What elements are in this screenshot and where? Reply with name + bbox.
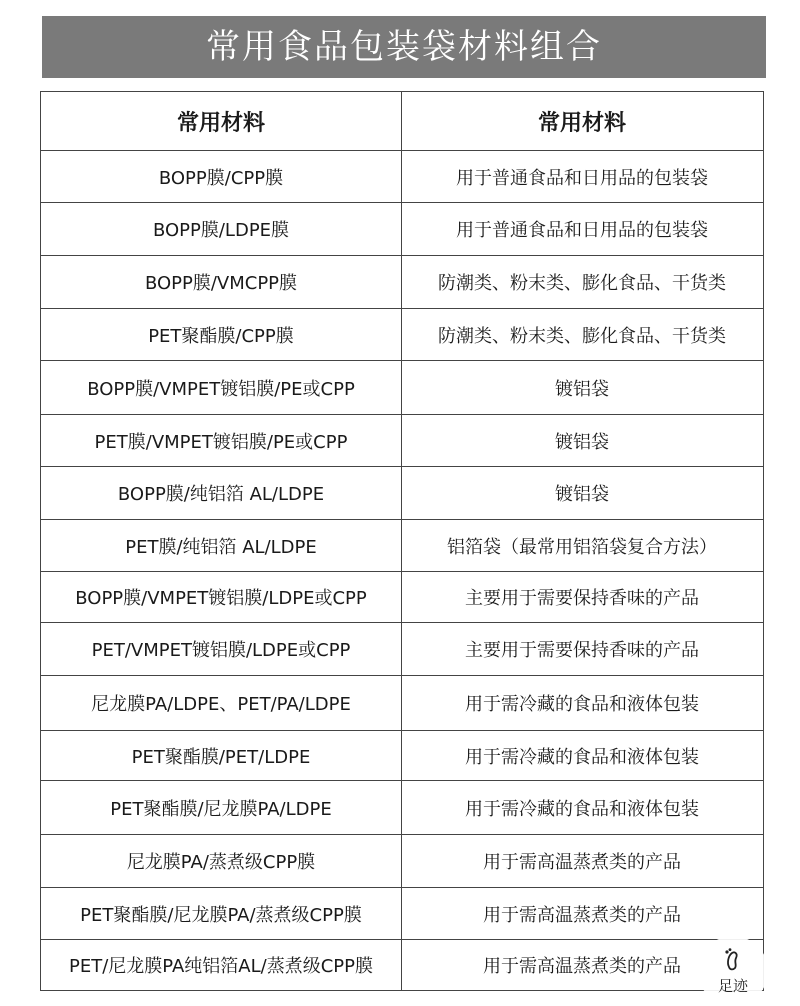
material-cell: 尼龙膜PA/LDPE、PET/PA/LDPE: [41, 676, 402, 730]
material-cell: BOPP膜/纯铝箔 AL/LDPE: [41, 467, 402, 519]
table-row: [41, 203, 763, 256]
material-cell: PET/尼龙膜PA纯铝箔AL/蒸煮级CPP膜: [41, 940, 402, 990]
table-row: [41, 623, 763, 676]
material-cell: PET聚酯膜/PET/LDPE: [41, 731, 402, 780]
use-cell: 用于需冷藏的食品和液体包装: [465, 694, 699, 715]
table-row: [41, 940, 763, 991]
material-cell: PET聚酯膜/尼龙膜PA/LDPE: [41, 781, 402, 834]
table-row: [41, 415, 763, 467]
table-row: [41, 361, 763, 415]
table-row: [41, 781, 763, 835]
material-cell: PET聚酯膜/CPP膜: [41, 309, 402, 360]
material-cell: PET膜/纯铝箔 AL/LDPE: [41, 520, 402, 571]
use-cell: 防潮类、粉末类、膨化食品、干货类: [438, 325, 726, 347]
material-cell: BOPP膜/VMPET镀铝膜/LDPE或CPP: [41, 572, 402, 622]
use-cell: 用于需高温蒸煮类的产品: [483, 904, 681, 926]
material-cell: BOPP膜/LDPE膜: [41, 203, 402, 255]
materials-table: [40, 91, 764, 991]
page-title: 常用食品包装袋材料组合: [42, 16, 766, 78]
material-cell: 尼龙膜PA/蒸煮级CPP膜: [41, 835, 402, 887]
table-row: [41, 309, 763, 361]
use-cell: 用于需高温蒸煮类的产品: [483, 852, 681, 873]
use-cell: 镀铝袋: [555, 484, 609, 505]
use-cell: 用于普通食品和日用品的包装袋: [456, 220, 708, 241]
footprint-icon: [720, 947, 746, 973]
table-row: [41, 572, 763, 623]
header-use: 常用材料: [537, 110, 626, 136]
header-material: 常用材料: [41, 92, 402, 150]
material-cell: BOPP膜/VMPET镀铝膜/PE或CPP: [41, 361, 402, 414]
material-cell: PET膜/VMPET镀铝膜/PE或CPP: [41, 415, 402, 466]
table-row: [41, 731, 763, 781]
use-cell: 主要用于需要保持香味的产品: [465, 640, 699, 661]
use-cell: 铝箔袋（最常用铝箔袋复合方法）: [447, 536, 717, 558]
use-cell: 主要用于需要保持香味的产品: [465, 588, 699, 609]
use-cell: 防潮类、粉末类、膨化食品、干货类: [438, 273, 726, 294]
use-cell: 用于普通食品和日用品的包装袋: [456, 167, 708, 189]
table-row: [41, 888, 763, 940]
table-row: [41, 520, 763, 572]
use-cell: 镀铝袋: [555, 378, 609, 400]
material-cell: BOPP膜/CPP膜: [41, 151, 402, 202]
use-cell: 用于需冷藏的食品和液体包装: [465, 798, 699, 820]
table-row: [41, 835, 763, 888]
use-cell: 镀铝袋: [555, 431, 609, 453]
use-cell: 用于需冷藏的食品和液体包装: [465, 746, 699, 768]
use-cell: 用于需高温蒸煮类的产品: [483, 956, 681, 977]
material-cell: PET聚酯膜/尼龙膜PA/蒸煮级CPP膜: [41, 888, 402, 939]
table-row: [41, 676, 763, 731]
table-row: [41, 151, 763, 203]
table-row: [41, 256, 763, 309]
material-cell: PET/VMPET镀铝膜/LDPE或CPP: [41, 623, 402, 675]
watermark-badge: [698, 936, 768, 1006]
watermark-label: 足迹: [717, 976, 748, 995]
table-header-row: [41, 92, 763, 151]
table-row: [41, 467, 763, 520]
material-cell: BOPP膜/VMCPP膜: [41, 256, 402, 308]
table-body: [41, 151, 763, 991]
